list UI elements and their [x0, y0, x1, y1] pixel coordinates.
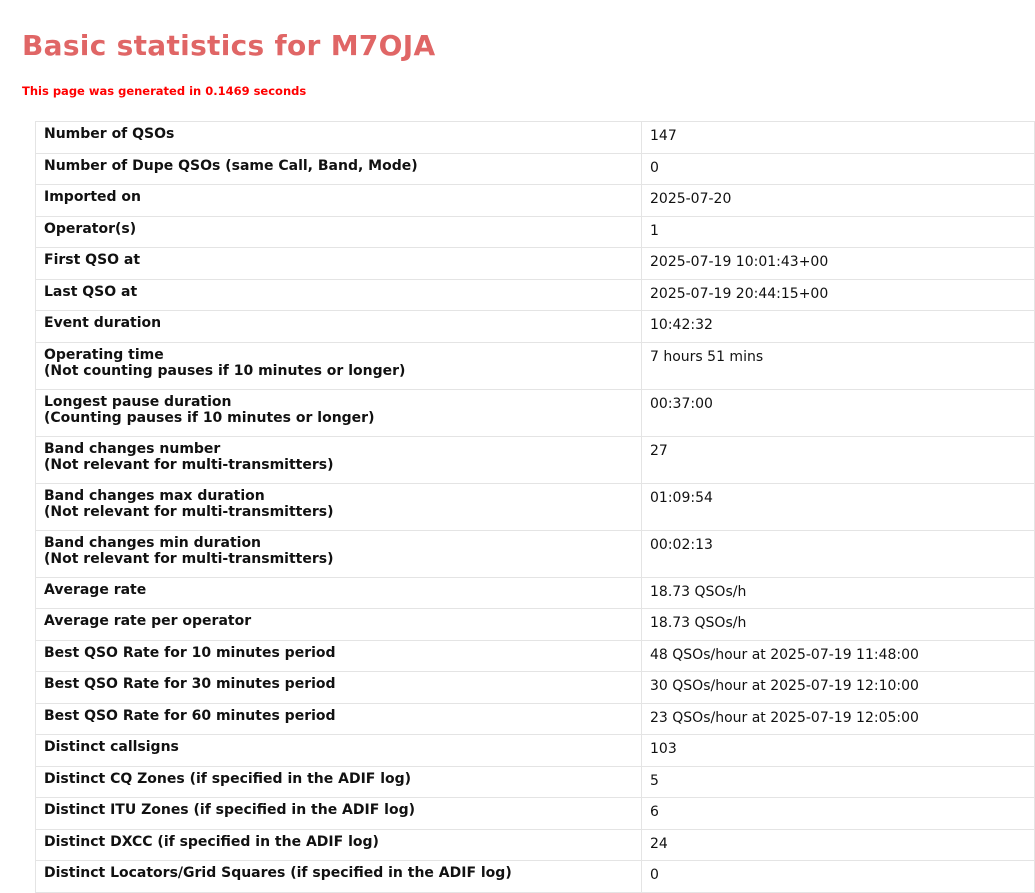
stat-label: Operator(s)	[44, 220, 137, 237]
stat-label: Average rate	[44, 581, 147, 598]
stat-value: 48 QSOs/hour at 2025-07-19 11:48:00	[642, 640, 1035, 672]
stat-label-cell	[36, 216, 642, 248]
table-row	[36, 342, 1035, 389]
table-row	[36, 530, 1035, 577]
stat-value: 30 QSOs/hour at 2025-07-19 12:10:00	[642, 672, 1035, 704]
stat-label: Number of Dupe QSOs (same Call, Band, Mode)	[44, 157, 418, 174]
stat-label-cell	[36, 279, 642, 311]
stat-value: 18.73 QSOs/h	[642, 577, 1035, 609]
table-row	[36, 483, 1035, 530]
stat-label: Best QSO Rate for 30 minutes period	[44, 676, 336, 692]
stat-value: 6	[642, 798, 1035, 830]
stat-value: 27	[642, 436, 1035, 483]
stat-sublabel: (Not relevant for multi-transmitters)	[44, 551, 334, 567]
table-row	[36, 861, 1035, 893]
stat-label-cell	[36, 861, 642, 893]
table-row	[36, 735, 1035, 767]
stat-label-cell	[36, 342, 642, 389]
stat-label-cell	[36, 153, 642, 185]
stat-sublabel: (Not relevant for multi-transmitters)	[44, 457, 334, 473]
stat-label: Band changes number	[44, 440, 221, 457]
stat-label-cell	[36, 436, 642, 483]
statistics-table-body	[36, 122, 1035, 893]
stat-label: Best QSO Rate for 60 minutes period	[44, 707, 336, 724]
stat-label-cell	[36, 672, 642, 704]
stat-sublabel: (Not counting pauses if 10 minutes or longer)	[44, 363, 406, 379]
stat-label-cell	[36, 122, 642, 154]
stat-label: Event duration	[44, 315, 162, 331]
stat-label-cell	[36, 609, 642, 641]
stat-label: Band changes max duration	[44, 487, 265, 504]
page-title: Basic statistics for M7OJA	[22, 29, 436, 62]
stat-value: 0	[642, 153, 1035, 185]
table-row	[36, 640, 1035, 672]
table-row	[36, 216, 1035, 248]
table-row	[36, 609, 1035, 641]
table-row	[36, 703, 1035, 735]
stat-value: 147	[642, 122, 1035, 154]
stat-label-cell	[36, 577, 642, 609]
table-row	[36, 185, 1035, 217]
stat-label: Distinct ITU Zones (if specified in the ADIF log)	[44, 802, 415, 818]
stat-label: Distinct Locators/Grid Squares (if specified in the ADIF log)	[44, 865, 512, 881]
stat-label: First QSO at	[44, 252, 141, 268]
stat-sublabel: (Counting pauses if 10 minutes or longer)	[44, 410, 375, 426]
stat-label-cell	[36, 829, 642, 861]
stat-value: 00:37:00	[642, 389, 1035, 436]
table-row	[36, 389, 1035, 436]
generation-time-notice: This page was generated in 0.1469 seconds	[22, 84, 307, 98]
stat-value: 5	[642, 766, 1035, 798]
stat-value: 2025-07-20	[642, 185, 1035, 217]
table-row	[36, 153, 1035, 185]
stat-value: 103	[642, 735, 1035, 767]
stat-label: Best QSO Rate for 10 minutes period	[44, 644, 336, 661]
stat-label-cell	[36, 389, 642, 436]
stat-value: 2025-07-19 20:44:15+00	[642, 279, 1035, 311]
table-row	[36, 577, 1035, 609]
stat-label-cell	[36, 530, 642, 577]
stat-label: Average rate per operator	[44, 613, 252, 629]
table-row	[36, 766, 1035, 798]
statistics-table	[35, 121, 1035, 893]
stat-label-cell	[36, 703, 642, 735]
table-row	[36, 248, 1035, 280]
stat-label: Longest pause duration	[44, 393, 232, 410]
stat-label: Band changes min duration	[44, 534, 262, 551]
stat-value: 01:09:54	[642, 483, 1035, 530]
stat-value: 23 QSOs/hour at 2025-07-19 12:05:00	[642, 703, 1035, 735]
stat-value: 2025-07-19 10:01:43+00	[642, 248, 1035, 280]
stat-label-cell	[36, 483, 642, 530]
table-row	[36, 672, 1035, 704]
stat-label-cell	[36, 311, 642, 343]
stat-label: Distinct CQ Zones (if specified in the ADIF log)	[44, 770, 412, 787]
stat-value: 00:02:13	[642, 530, 1035, 577]
stat-value: 24	[642, 829, 1035, 861]
stat-label: Imported on	[44, 189, 142, 205]
stat-label-cell	[36, 640, 642, 672]
stat-label-cell	[36, 248, 642, 280]
stat-label-cell	[36, 798, 642, 830]
stat-label: Number of QSOs	[44, 126, 175, 142]
stat-label: Distinct DXCC (if specified in the ADIF log)	[44, 833, 379, 850]
table-row	[36, 279, 1035, 311]
stat-label-cell	[36, 735, 642, 767]
table-row	[36, 829, 1035, 861]
stat-label-cell	[36, 766, 642, 798]
table-row	[36, 436, 1035, 483]
stat-label: Distinct callsigns	[44, 739, 179, 755]
stat-value: 7 hours 51 mins	[642, 342, 1035, 389]
table-row	[36, 798, 1035, 830]
stat-sublabel: (Not relevant for multi-transmitters)	[44, 504, 334, 520]
stat-value: 10:42:32	[642, 311, 1035, 343]
table-row	[36, 122, 1035, 154]
stat-value: 18.73 QSOs/h	[642, 609, 1035, 641]
stat-label: Last QSO at	[44, 283, 138, 300]
stat-value: 1	[642, 216, 1035, 248]
stat-label: Operating time	[44, 346, 164, 363]
table-row	[36, 311, 1035, 343]
stat-value: 0	[642, 861, 1035, 893]
stat-label-cell	[36, 185, 642, 217]
